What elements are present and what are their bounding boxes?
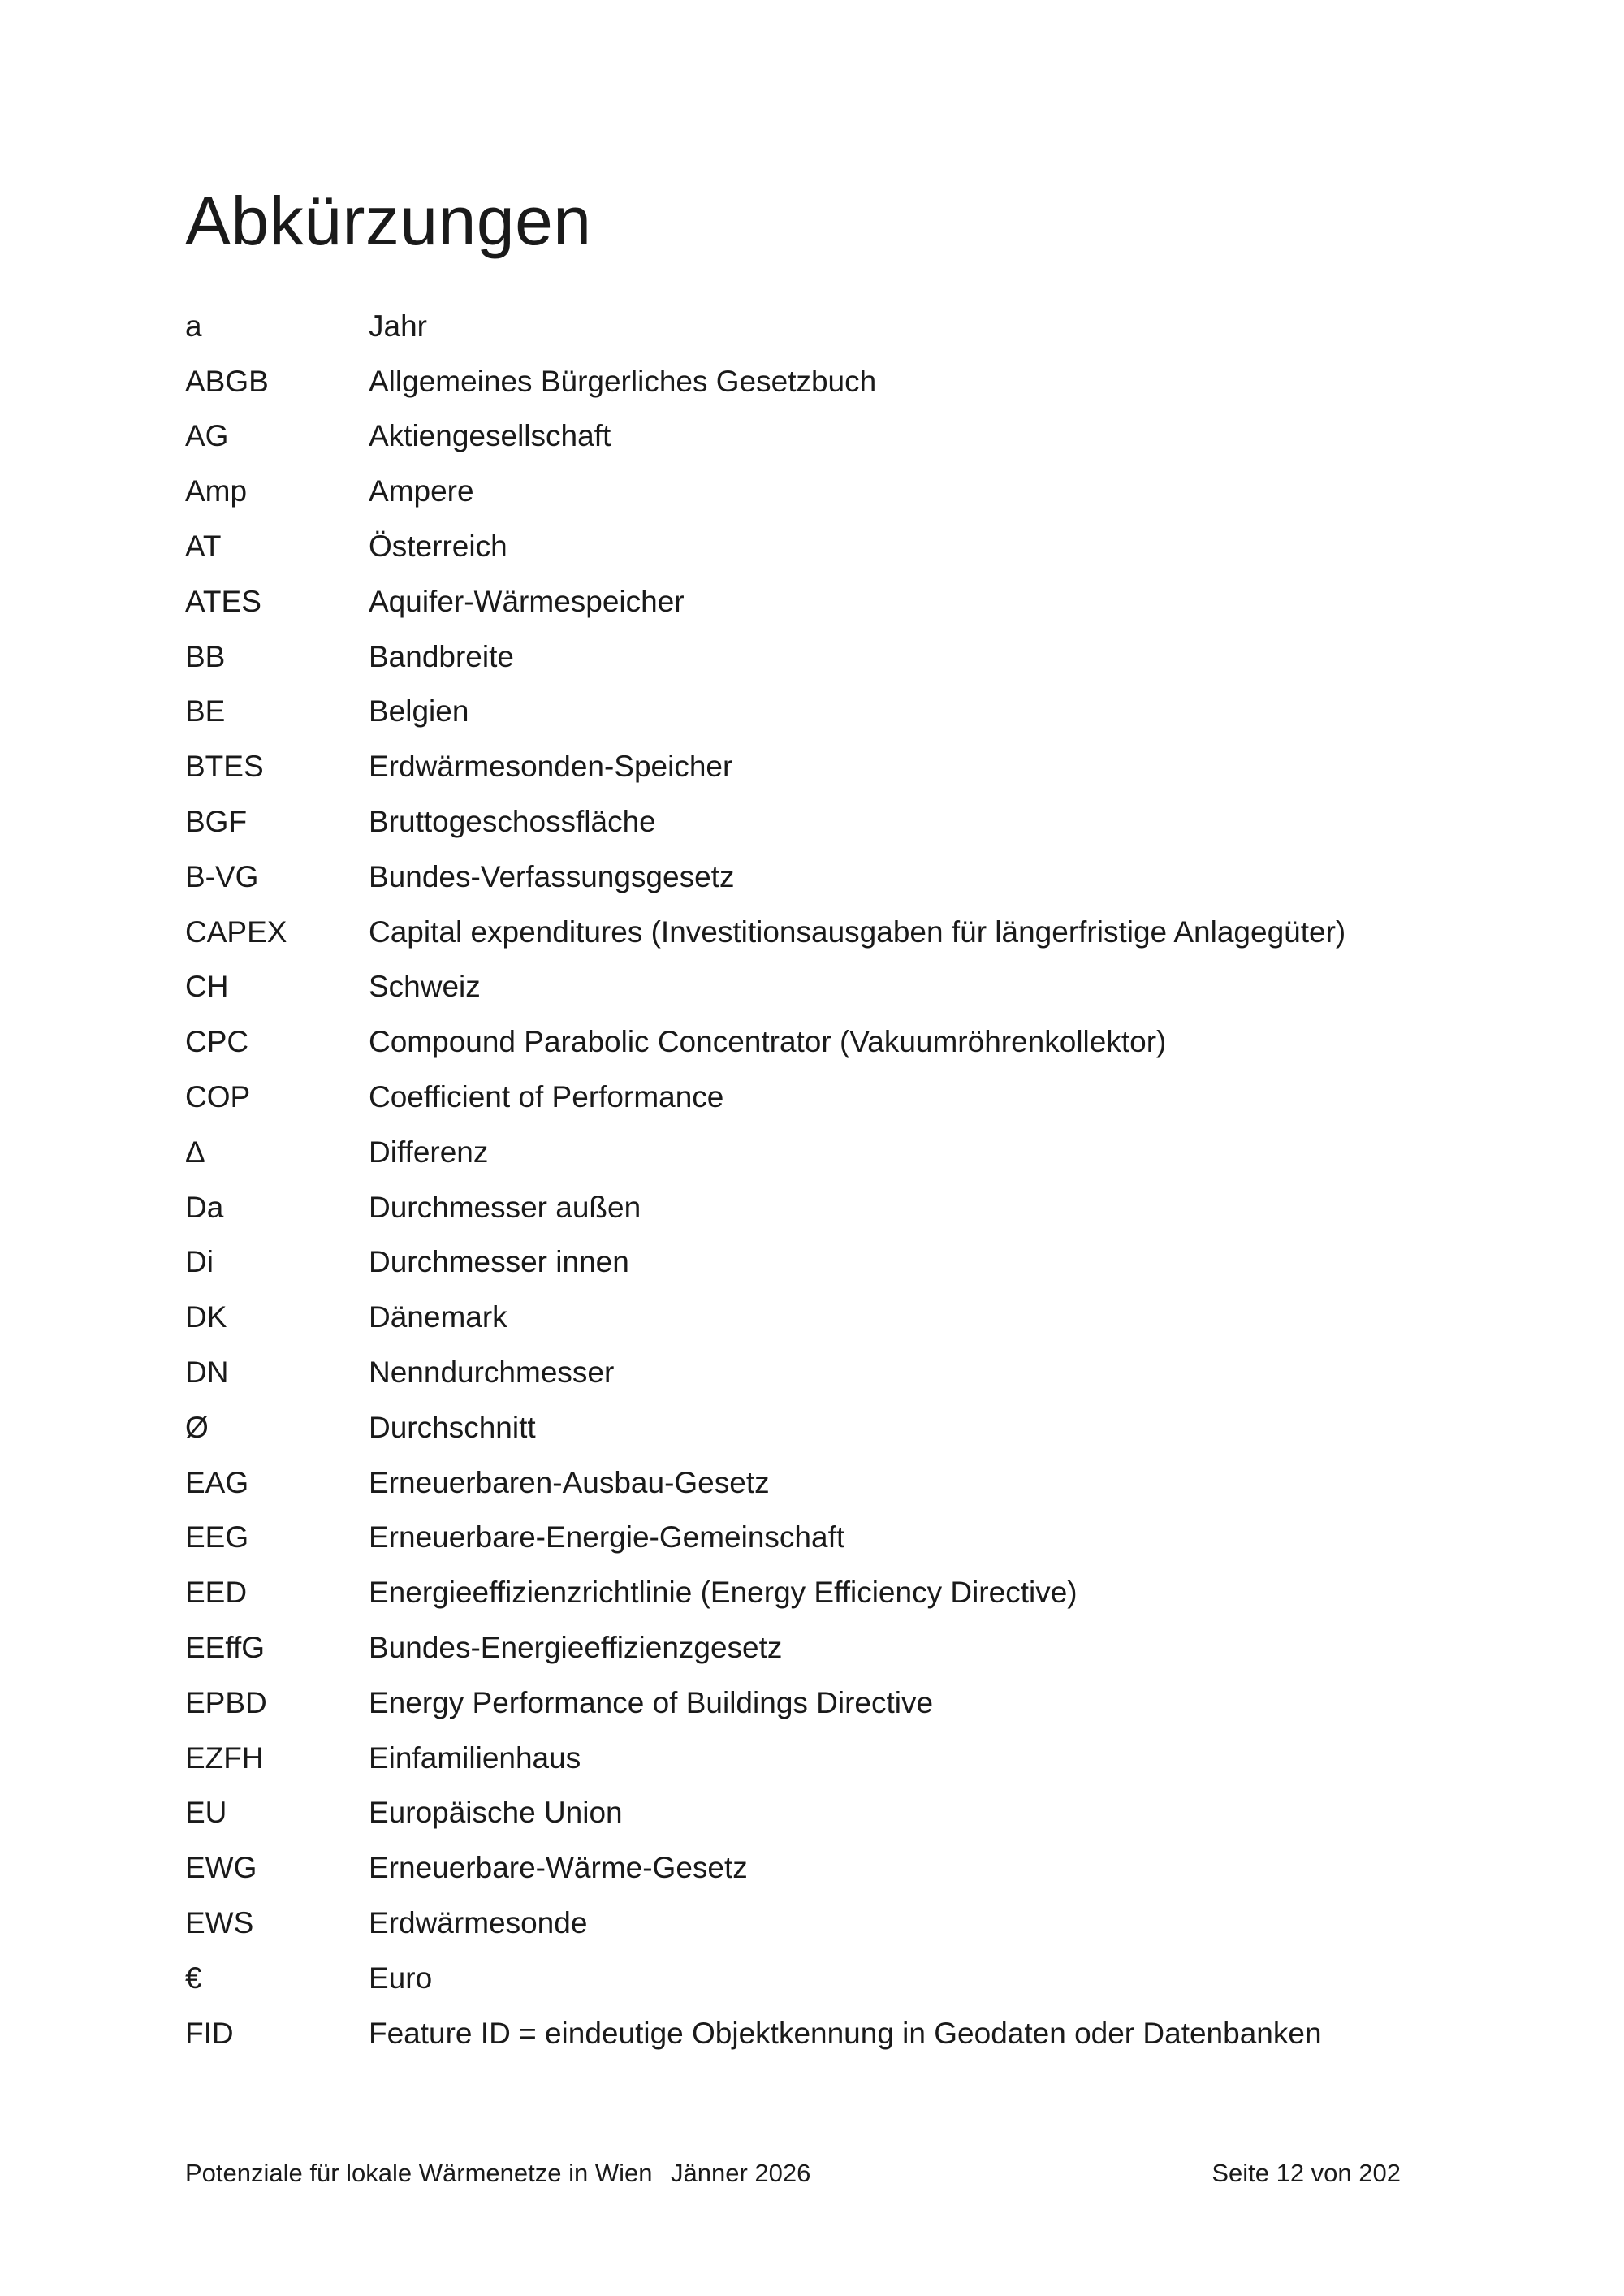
abbreviation-term: CAPEX — [185, 915, 287, 949]
abbreviation-term: ATES — [185, 584, 261, 618]
abbreviation-term: EU — [185, 1796, 227, 1830]
abbreviation-row — [185, 1620, 1452, 1676]
abbreviation-term: EWS — [185, 1906, 254, 1939]
footer-page-number: Seite 12 von 202 — [1212, 2159, 1401, 2187]
abbreviation-description: Aktiengesellschaft — [369, 419, 611, 453]
abbreviation-row — [185, 354, 1452, 409]
abbreviation-row — [185, 1786, 1452, 1841]
abbreviation-description: Differenz — [369, 1135, 489, 1169]
abbreviation-term: DN — [185, 1356, 229, 1390]
abbreviation-row — [185, 299, 1452, 354]
abbreviation-term: € — [185, 1961, 202, 1995]
abbreviation-row — [185, 1125, 1452, 1180]
abbreviation-term: B-VG — [185, 859, 259, 893]
abbreviation-row — [185, 464, 1452, 519]
abbreviation-term: EEffG — [185, 1631, 266, 1665]
abbreviation-row — [185, 1235, 1452, 1291]
abbreviation-term: COP — [185, 1080, 251, 1114]
abbreviation-row — [185, 1511, 1452, 1566]
abbreviation-row — [185, 1400, 1452, 1455]
abbreviation-description: Bundes-Energieeffizienzgesetz — [369, 1631, 783, 1665]
abbreviation-description: Capital expenditures (Investitionsausgaben für längerfristige Anlagegüter) — [369, 915, 1346, 949]
abbreviation-term: AT — [185, 530, 222, 564]
abbreviation-row — [185, 1070, 1452, 1125]
abbreviation-description: Einfamilienhaus — [369, 1740, 581, 1775]
abbreviation-description: Erneuerbare-Wärme-Gesetz — [369, 1851, 748, 1885]
abbreviation-term: EPBD — [185, 1685, 267, 1719]
abbreviation-description: Bundes-Verfassungsgesetz — [369, 859, 735, 893]
abbreviation-row — [185, 1676, 1452, 1731]
abbreviation-description: Bruttogeschossfläche — [369, 805, 656, 839]
abbreviation-description: Compound Parabolic Concentrator (Vakuumröhrenkollektor) — [369, 1025, 1167, 1059]
abbreviation-term: Di — [185, 1245, 214, 1279]
abbreviation-row — [185, 1180, 1452, 1235]
abbreviation-term: BB — [185, 639, 226, 673]
page-title: Abkürzungen — [185, 183, 592, 259]
abbreviation-row — [185, 1290, 1452, 1345]
abbreviation-term: EED — [185, 1576, 248, 1610]
abbreviation-term: EWG — [185, 1851, 257, 1885]
abbreviation-row — [185, 685, 1452, 740]
abbreviation-term: BTES — [185, 750, 264, 784]
abbreviation-list — [185, 299, 1452, 2061]
abbreviation-row — [185, 1951, 1452, 2006]
abbreviation-description: Jahr — [369, 309, 427, 343]
abbreviation-description: Europäische Union — [369, 1796, 623, 1830]
abbreviation-term: CH — [185, 970, 229, 1004]
abbreviation-term: EAG — [185, 1465, 249, 1499]
abbreviation-row — [185, 905, 1452, 960]
abbreviation-term: BE — [185, 694, 226, 729]
abbreviation-row — [185, 629, 1452, 685]
abbreviation-row — [185, 409, 1452, 465]
abbreviation-row — [185, 1345, 1452, 1400]
abbreviation-description: Erneuerbare-Energie-Gemeinschaft — [369, 1520, 845, 1554]
abbreviation-term: Ø — [185, 1410, 209, 1444]
abbreviation-row — [185, 739, 1452, 794]
abbreviation-description: Euro — [369, 1961, 433, 1995]
abbreviation-term: a — [185, 309, 202, 343]
abbreviation-row — [185, 1840, 1452, 1896]
abbreviation-term: Δ — [185, 1135, 205, 1169]
abbreviation-term: AG — [185, 419, 229, 453]
abbreviation-description: Aquifer-Wärmespeicher — [369, 584, 685, 618]
abbreviation-description: Bandbreite — [369, 639, 514, 673]
abbreviation-description: Coefficient of Performance — [369, 1080, 724, 1114]
abbreviation-row — [185, 1731, 1452, 1786]
abbreviation-term: BGF — [185, 805, 248, 839]
abbreviation-row — [185, 960, 1452, 1015]
abbreviation-description: Belgien — [369, 694, 469, 729]
abbreviation-description: Allgemeines Bürgerliches Gesetzbuch — [369, 364, 877, 398]
abbreviation-term: EEG — [185, 1520, 249, 1554]
abbreviation-term: ABGB — [185, 364, 269, 398]
abbreviation-row — [185, 1565, 1452, 1620]
abbreviation-description: Schweiz — [369, 970, 481, 1004]
abbreviation-term: CPC — [185, 1025, 249, 1059]
abbreviation-row — [185, 1455, 1452, 1511]
abbreviation-description: Durchmesser innen — [369, 1245, 629, 1279]
abbreviation-term: FID — [185, 2016, 234, 2050]
abbreviation-row — [185, 574, 1452, 629]
abbreviation-description: Energieeffizienzrichtlinie (Energy Efficiency Directive) — [369, 1576, 1078, 1610]
abbreviation-row — [185, 519, 1452, 574]
abbreviation-row — [185, 1896, 1452, 1951]
abbreviation-row — [185, 2006, 1452, 2061]
abbreviation-description: Erdwärmesonde — [369, 1906, 588, 1939]
abbreviation-description: Durchmesser außen — [369, 1190, 641, 1224]
abbreviation-description: Feature ID = eindeutige Objektkennung in Geodaten oder Datenbanken — [369, 2016, 1322, 2050]
abbreviation-term: Da — [185, 1190, 224, 1224]
abbreviation-term: Amp — [185, 474, 248, 508]
footer-document-title: Potenziale für lokale Wärmenetze in Wien — [185, 2159, 653, 2187]
abbreviation-description: Nenndurchmesser — [369, 1356, 615, 1390]
abbreviation-description: Durchschnitt — [369, 1410, 536, 1444]
abbreviation-description: Dänemark — [369, 1300, 508, 1334]
abbreviation-description: Erdwärmesonden-Speicher — [369, 750, 733, 784]
abbreviation-description: Erneuerbaren-Ausbau-Gesetz — [369, 1465, 770, 1499]
abbreviation-description: Österreich — [369, 530, 508, 564]
abbreviation-row — [185, 1014, 1452, 1070]
abbreviation-row — [185, 850, 1452, 905]
abbreviation-description: Ampere — [369, 474, 474, 508]
abbreviation-description: Energy Performance of Buildings Directive — [369, 1685, 934, 1719]
footer-date: Jänner 2026 — [671, 2159, 811, 2187]
abbreviation-term: DK — [185, 1300, 227, 1334]
abbreviation-term: EZFH — [185, 1740, 264, 1775]
abbreviation-row — [185, 794, 1452, 850]
